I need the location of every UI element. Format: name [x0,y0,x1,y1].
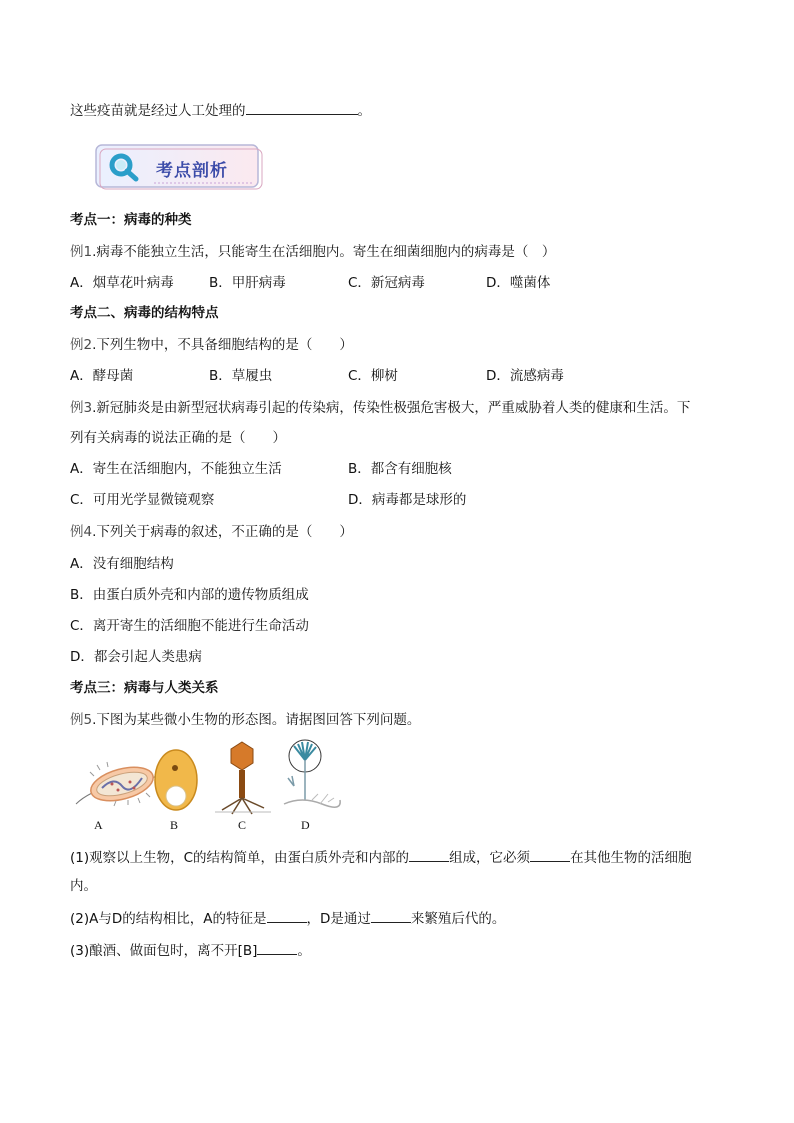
option-b[interactable]: B．草履虫 [209,368,273,384]
sub-question-2 [70,908,505,928]
sub-question-1-cont: 内。 [70,878,97,894]
question-text: 组成，它必须 [449,850,531,866]
question-text: .下列关于病毒的叙述，不正确的是（ ） [92,524,353,540]
figure-label-c: C [238,818,247,832]
option-d[interactable]: D．流感病毒 [486,368,564,384]
answer-blank[interactable] [257,940,297,955]
option-a[interactable]: A．烟草花叶病毒 [70,275,174,291]
example-1-question [70,243,555,261]
example-label: 例5 [70,712,93,728]
option-c[interactable]: C．可用光学显微镜观察 [70,492,215,508]
figure-label-d: D [301,818,310,832]
example-3-question [70,399,690,417]
option-c[interactable]: C．新冠病毒 [348,275,425,291]
sub-question-3 [70,940,311,960]
question-text: .病毒不能独立生活，只能寄生在活细胞内。寄生在细菌细胞内的病毒是（ ） [92,244,556,260]
question-text: .新冠肺炎是由新型冠状病毒引起的传染病，传染性极强危害极大，严重威胁着人类的健康和生活。下 [92,400,691,416]
option-b[interactable]: B．甲肝病毒 [209,275,286,291]
question-text: .下图为某些微小生物的形态图。请据图回答下列问题。 [92,712,421,728]
mould-d-image [284,740,340,807]
option-c[interactable]: C．柳树 [348,368,398,384]
question-text: 来繁殖后代的。 [410,911,506,927]
answer-blank[interactable] [409,847,449,862]
question-text: (3)酿酒、做面包时，离不开[B] [70,943,258,959]
question-text: (1)观察以上生物，C的结构简单，由蛋白质外壳和内部的 [70,850,410,866]
banner-title: 考点剖析 [156,161,228,181]
question-text: ，D是通过 [306,911,371,927]
intro-text: 这些疫苗就是经过人工处理的 [70,103,246,119]
sub-question-1 [70,847,692,867]
example-label: 例2 [70,337,93,353]
question-text: (2)A与D的结构相比，A的特征是 [70,911,267,927]
bacteriophage-c-image [215,742,271,814]
yeast-b-image [155,750,197,810]
point-heading-1: 考点一：病毒的种类 [70,212,192,228]
example-label: 例4 [70,524,93,540]
question-text: 。 [297,943,311,959]
bacterium-a-image [76,761,164,807]
option-b[interactable]: B．由蛋白质外壳和内部的遗传物质组成 [70,587,309,603]
point-heading-3: 考点三：病毒与人类关系 [70,680,219,696]
example-4-question [70,523,353,541]
answer-blank[interactable] [267,908,307,923]
point-heading-2: 考点二、病毒的结构特点 [70,305,219,321]
answer-blank[interactable] [371,908,411,923]
figure-label-a: A [94,818,103,832]
intro-end: 。 [357,103,371,119]
question-text: .下列生物中，不具备细胞结构的是（ ） [92,337,353,353]
intro-line [70,100,371,120]
option-d[interactable]: D．噬菌体 [486,275,551,291]
option-b[interactable]: B．都含有细胞核 [348,461,452,477]
option-a[interactable]: A．没有细胞结构 [70,556,174,572]
example-label: 例1 [70,244,93,260]
example-3-question-cont: 列有关病毒的说法正确的是（ ） [70,430,286,446]
search-icon [108,152,142,182]
option-c[interactable]: C．离开寄生的活细胞不能进行生命活动 [70,618,309,634]
answer-blank[interactable] [530,847,570,862]
microbe-figure [72,738,342,818]
option-d[interactable]: D．病毒都是球形的 [348,492,467,508]
section-banner [94,143,264,191]
example-label: 例3 [70,400,93,416]
question-text: 在其他生物的活细胞 [570,850,692,866]
option-a[interactable]: A．寄生在活细胞内，不能独立生活 [70,461,282,477]
option-d[interactable]: D．都会引起人类患病 [70,649,202,665]
figure-label-b: B [170,818,179,832]
answer-blank[interactable] [246,100,358,115]
example-5-question [70,711,420,729]
example-2-question [70,336,353,354]
option-a[interactable]: A．酵母菌 [70,368,134,384]
